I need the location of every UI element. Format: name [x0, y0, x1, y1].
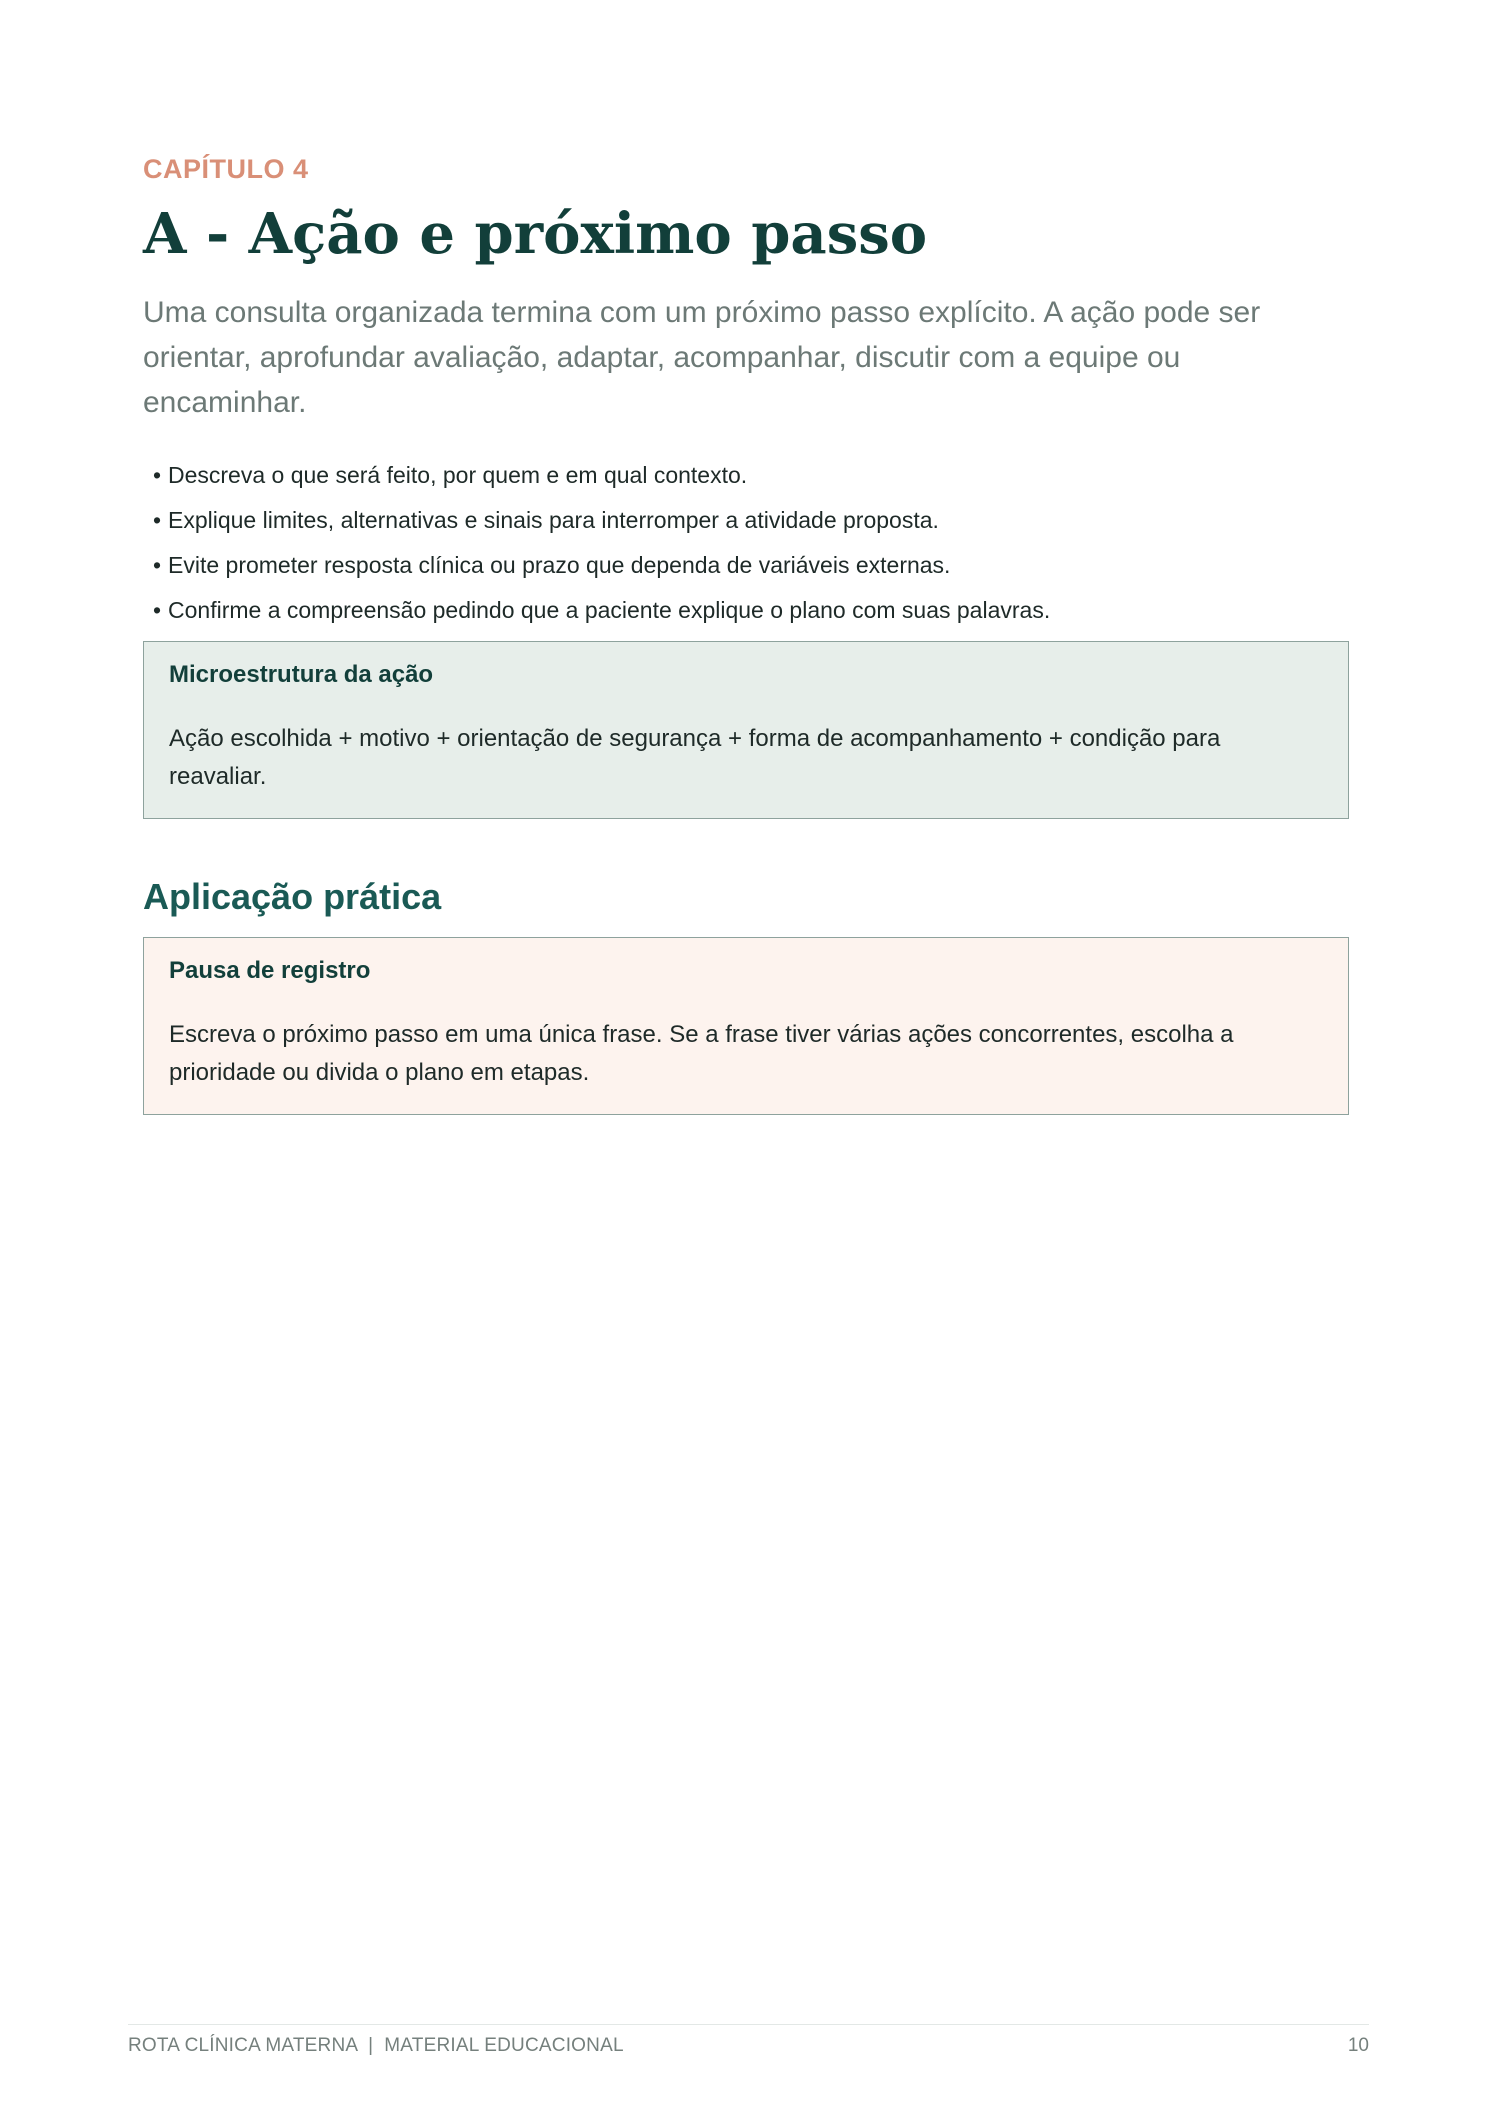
list-item	[153, 543, 1349, 588]
callout-text: Escreva o próximo passo em uma única frase. Se a frase tiver várias ações concorrentes, escolha a prioridade ou divida o plano em etapas.	[169, 1021, 1234, 1086]
section-heading: Aplicação prática	[143, 876, 442, 917]
page-content	[143, 152, 1349, 1115]
lead-paragraph: Uma consulta organizada termina com um próximo passo explícito. A ação pode ser orientar, aprofundar avaliação, adaptar, acompanhar, discutir com a equipe ou encaminhar.	[143, 296, 1261, 419]
bullet-marker: •	[153, 552, 162, 578]
list-item-text: Explique limites, alternativas e sinais para interromper a atividade proposta.	[168, 507, 939, 533]
list-item-text: Evite prometer resposta clínica ou prazo que dependa de variáveis externas.	[168, 552, 951, 578]
chapter-label: CAPÍTULO 4	[143, 154, 309, 184]
bullet-list	[153, 453, 1349, 633]
microstructure-callout	[143, 641, 1349, 819]
callout-text: Ação escolhida + motivo + orientação de segurança + forma de acompanhamento + condição para reavaliar.	[169, 725, 1221, 790]
page-number: 10	[1347, 2035, 1369, 2056]
footer-source: ROTA CLÍNICA MATERNA | MATERIAL EDUCACIONAL	[128, 2035, 624, 2056]
callout-title: Pausa de registro	[169, 957, 371, 984]
list-item-text: Confirme a compreensão pedindo que a paciente explique o plano com suas palavras.	[168, 597, 1051, 623]
bullet-marker: •	[153, 507, 162, 533]
bullet-marker: •	[153, 462, 162, 488]
list-item	[153, 498, 1349, 543]
list-item-text: Descreva o que será feito, por quem e em qual contexto.	[168, 462, 748, 488]
list-item	[153, 588, 1349, 633]
page-title: A - Ação e próximo passo	[143, 201, 928, 267]
callout-title: Microestrutura da ação	[169, 661, 434, 688]
footer-divider	[128, 2024, 1369, 2025]
list-item	[153, 453, 1349, 498]
record-pause-callout	[143, 937, 1349, 1115]
bullet-marker: •	[153, 597, 162, 623]
